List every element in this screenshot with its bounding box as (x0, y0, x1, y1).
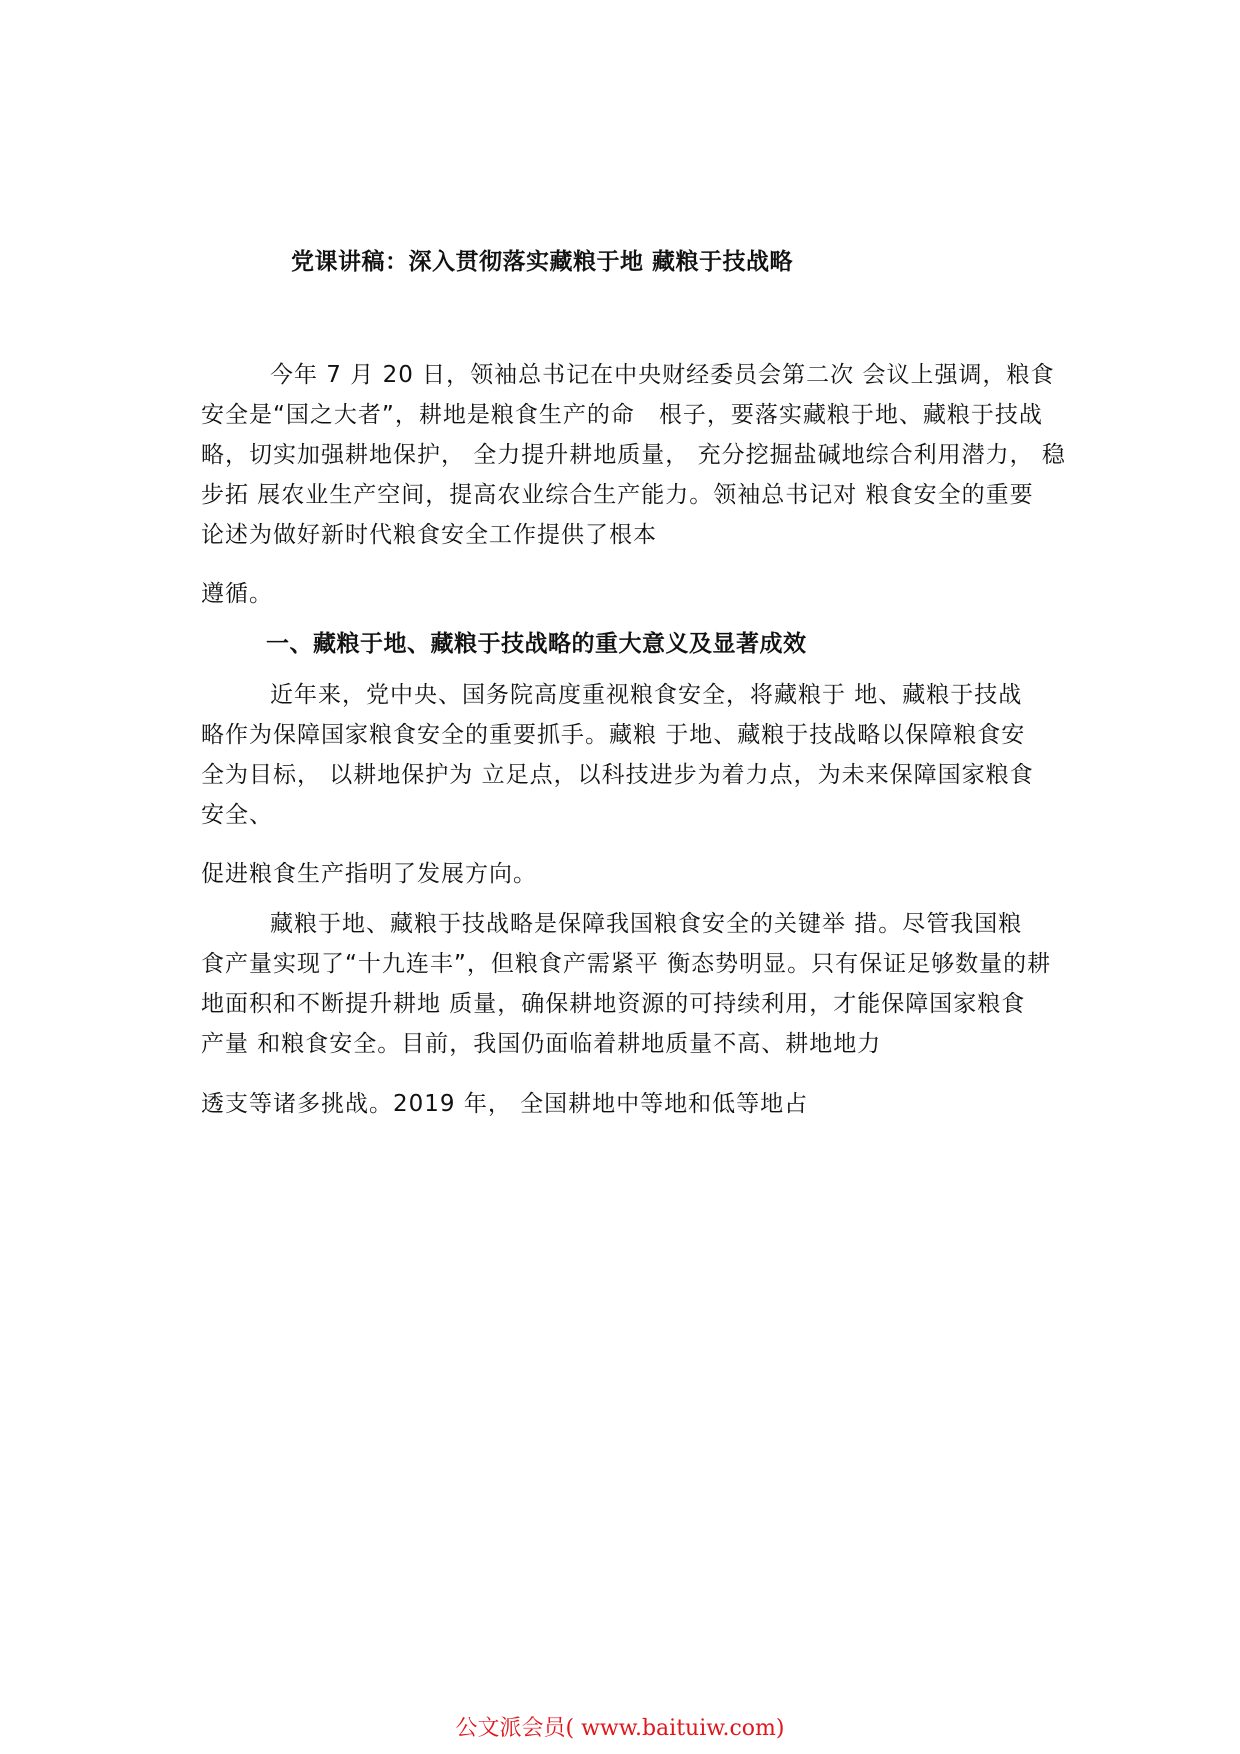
paragraph-line: 透支等诸多挑战。2019 年， 全国耕地中等地和低等地占 (201, 1091, 809, 1117)
paragraph-line: 促进粮食生产指明了发展方向。 (201, 861, 537, 887)
paragraph-line: 食产量实现了“十九连丰”，但粮食产需紧平 衡态势明显。只有保证足够数量的耕 (201, 951, 1052, 977)
paragraph-line: 近年来，党中央、国务院高度重视粮食安全，将藏粮于 地、藏粮于技战 (270, 682, 1023, 708)
paragraph-line: 略，切实加强耕地保护， 全力提升耕地质量， 充分挖掘盐碱地综合利用潜力， 稳 (201, 442, 1066, 468)
paragraph-line: 藏粮于地、藏粮于技战略是保障我国粮食安全的关键举 措。尽管我国粮 (270, 911, 1023, 937)
paragraph-line: 全为目标， 以耕地保护为 立足点，以科技进步为着力点，为未来保障国家粮食 (201, 762, 1034, 788)
footer-url[interactable]: ( www.baituiw.com) (565, 1716, 785, 1741)
paragraph-line: 今年 7 月 20 日，领袖总书记在中央财经委员会第二次 会议上强调，粮食 (270, 362, 1055, 388)
paragraph-line: 论述为做好新时代粮食安全工作提供了根本 (201, 522, 657, 548)
footer-watermark (0, 1711, 1240, 1742)
section-heading: 一、藏粮于地、藏粮于技战略的重大意义及显著成效 (266, 631, 807, 657)
paragraph-line: 步拓 展农业生产空间，提高农业综合生产能力。领袖总书记对 粮食安全的重要 (201, 482, 1034, 508)
document-title: 党课讲稿：深入贯彻落实藏粮于地 藏粮于技战略 (291, 249, 794, 275)
paragraph-line: 安全是“国之大者”，耕地是粮食生产的命 根子，要落实藏粮于地、藏粮于技战 (201, 402, 1043, 428)
paragraph-line: 地面积和不断提升耕地 质量，确保耕地资源的可持续利用，才能保障国家粮食 (201, 991, 1026, 1017)
paragraph-line: 安全、 (201, 802, 273, 828)
paragraph-line: 产量 和粮食安全。目前，我国仍面临着耕地质量不高、耕地地力 (201, 1031, 882, 1057)
paragraph-line: 遵循。 (201, 581, 273, 607)
paragraph-line: 略作为保障国家粮食安全的重要抓手。藏粮 于地、藏粮于技战略以保障粮食安 (201, 722, 1026, 748)
footer-label: 公文派会员 (455, 1716, 566, 1741)
